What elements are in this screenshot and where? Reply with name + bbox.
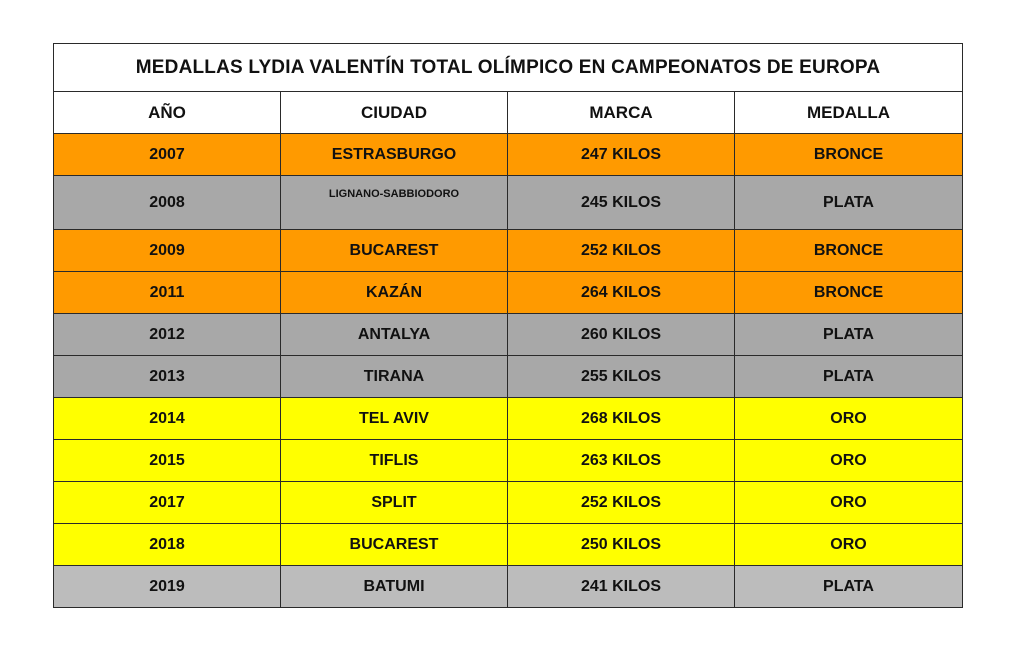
header-year: AÑO (54, 92, 281, 134)
cell-city: BATUMI (281, 566, 508, 608)
cell-year: 2014 (54, 398, 281, 440)
cell-medal: ORO (735, 524, 963, 566)
cell-mark: 247 KILOS (508, 134, 735, 176)
cell-mark: 252 KILOS (508, 482, 735, 524)
cell-city: KAZÁN (281, 272, 508, 314)
cell-city: SPLIT (281, 482, 508, 524)
cell-year: 2011 (54, 272, 281, 314)
table-row (54, 482, 963, 524)
table-row (54, 230, 963, 272)
header-medal: MEDALLA (735, 92, 963, 134)
cell-medal: BRONCE (735, 134, 963, 176)
cell-city: TIFLIS (281, 440, 508, 482)
cell-city: BUCAREST (281, 230, 508, 272)
header-mark: MARCA (508, 92, 735, 134)
cell-city: TIRANA (281, 356, 508, 398)
table-row (54, 134, 963, 176)
header-row (54, 92, 963, 134)
table-row (54, 314, 963, 356)
cell-year: 2017 (54, 482, 281, 524)
cell-year: 2008 (54, 176, 281, 230)
cell-mark: 252 KILOS (508, 230, 735, 272)
table-title: MEDALLAS LYDIA VALENTÍN TOTAL OLÍMPICO EN CAMPEONATOS DE EUROPA (54, 44, 963, 92)
cell-mark: 241 KILOS (508, 566, 735, 608)
cell-mark: 268 KILOS (508, 398, 735, 440)
cell-medal: PLATA (735, 356, 963, 398)
cell-medal: PLATA (735, 566, 963, 608)
table-row (54, 398, 963, 440)
cell-mark: 260 KILOS (508, 314, 735, 356)
cell-medal: ORO (735, 440, 963, 482)
cell-year: 2013 (54, 356, 281, 398)
cell-year: 2012 (54, 314, 281, 356)
cell-city: ESTRASBURGO (281, 134, 508, 176)
cell-city: ANTALYA (281, 314, 508, 356)
cell-city: BUCAREST (281, 524, 508, 566)
cell-city: LIGNANO-SABBIODORO (281, 176, 508, 230)
cell-mark: 245 KILOS (508, 176, 735, 230)
cell-mark: 264 KILOS (508, 272, 735, 314)
cell-mark: 263 KILOS (508, 440, 735, 482)
cell-city: TEL AVIV (281, 398, 508, 440)
cell-medal: ORO (735, 482, 963, 524)
table-row (54, 440, 963, 482)
cell-medal: PLATA (735, 314, 963, 356)
cell-mark: 255 KILOS (508, 356, 735, 398)
cell-year: 2007 (54, 134, 281, 176)
title-row (54, 44, 963, 92)
table-row (54, 272, 963, 314)
table-row (54, 524, 963, 566)
cell-year: 2009 (54, 230, 281, 272)
cell-mark: 250 KILOS (508, 524, 735, 566)
medals-table (53, 43, 963, 608)
cell-year: 2015 (54, 440, 281, 482)
cell-year: 2019 (54, 566, 281, 608)
header-city: CIUDAD (281, 92, 508, 134)
cell-medal: PLATA (735, 176, 963, 230)
table-row (54, 566, 963, 608)
table-row (54, 176, 963, 230)
cell-medal: ORO (735, 398, 963, 440)
table-row (54, 356, 963, 398)
cell-medal: BRONCE (735, 230, 963, 272)
cell-medal: BRONCE (735, 272, 963, 314)
cell-year: 2018 (54, 524, 281, 566)
